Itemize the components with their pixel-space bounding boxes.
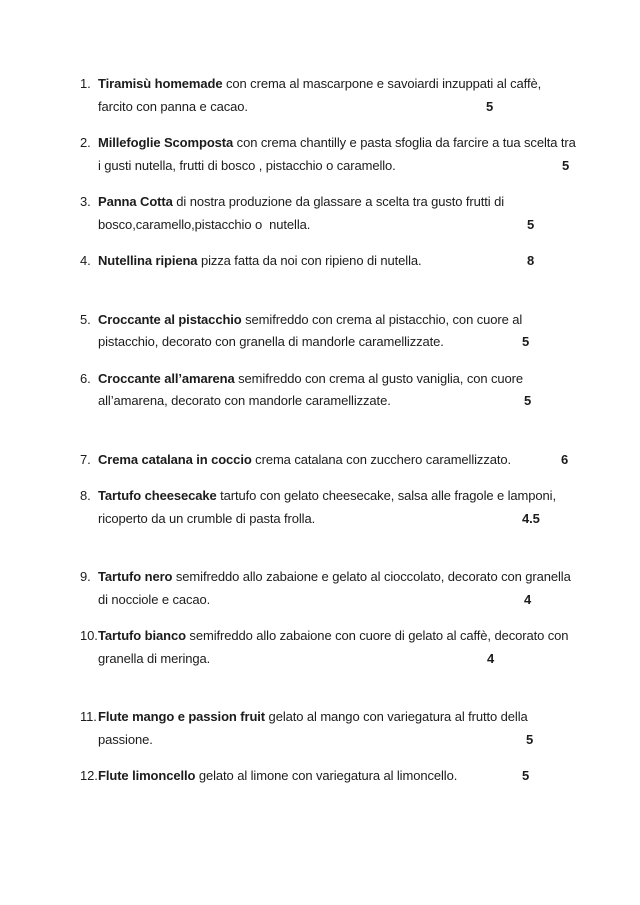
item-name: Tiramisù homemade xyxy=(98,76,223,91)
item-description: di nostra produzione da glassare a scelta tra gusto frutti di bosco,caramello,pistacchio o nutella. xyxy=(98,194,508,232)
item-description: pizza fatta da noi con ripieno di nutella. xyxy=(197,253,422,268)
menu-item xyxy=(80,566,578,611)
item-number: 9. xyxy=(80,569,91,584)
item-name: Nutellina ripiena xyxy=(98,253,198,268)
item-price: 5 xyxy=(518,765,529,788)
item-number: 12. xyxy=(80,768,98,783)
menu-item xyxy=(80,132,578,177)
item-description: gelato al mango con variegatura al frutto della passione. xyxy=(98,709,532,747)
item-number: 10. xyxy=(80,628,98,643)
item-name: Millefoglie Scomposta xyxy=(98,135,234,150)
item-number: 8. xyxy=(80,488,91,503)
item-description: crema catalana con zucchero caramellizzato. xyxy=(251,451,512,467)
item-description: semifreddo allo zabaione e gelato al cioccolato, decorato con granella di nocciole e cacao. xyxy=(98,569,575,607)
item-description: gelato al limone con variegatura al limoncello. xyxy=(195,768,458,783)
item-description: semifreddo allo zabaione con cuore di gelato al caffè, decorato con granella di meringa. xyxy=(98,628,572,666)
item-number: 11. xyxy=(80,709,97,724)
item-name: Flute mango e passion fruit xyxy=(98,709,266,724)
item-price: 5 xyxy=(523,214,534,237)
item-price: 4 xyxy=(520,589,531,612)
menu-item xyxy=(80,73,578,118)
menu-item xyxy=(80,191,578,236)
item-name: Tartufo nero xyxy=(98,569,173,584)
item-name: Tartufo bianco xyxy=(98,628,186,643)
item-price: 8 xyxy=(523,250,534,273)
item-description: tartufo con gelato cheesecake, salsa alle fragole e lamponi, ricoperto da un crumble di pasta frolla. xyxy=(98,488,560,526)
item-description: semifreddo con crema al gusto vaniglia, con cuore all’amarena, decorato con mandorle caramellizzate. xyxy=(98,370,527,408)
menu-item xyxy=(80,765,578,788)
item-number: 4. xyxy=(80,253,91,268)
item-name: Flute limoncello xyxy=(98,768,196,783)
menu-item xyxy=(80,449,578,472)
item-number: 1. xyxy=(80,76,91,91)
item-price: 5 xyxy=(482,96,493,119)
item-name: Panna Cotta xyxy=(98,194,173,209)
item-number: 5. xyxy=(80,311,91,327)
item-number: 6. xyxy=(80,370,91,386)
menu-item xyxy=(80,625,578,670)
item-price: 4 xyxy=(483,648,494,671)
item-price: 5 xyxy=(558,155,569,178)
menu-item xyxy=(80,706,578,751)
item-name: Croccante al pistacchio xyxy=(98,311,242,327)
menu-item xyxy=(80,368,578,413)
item-price: 5 xyxy=(522,729,533,752)
item-price: 6 xyxy=(557,449,568,472)
menu-item xyxy=(80,250,578,273)
item-description: con crema chantilly e pasta sfoglia da farcire a tua scelta tra i gusti nutella, frutti di bosco , pistacchio o caramello. xyxy=(98,135,580,173)
item-number: 3. xyxy=(80,194,91,209)
item-number: 2. xyxy=(80,135,91,150)
menu-item xyxy=(80,309,578,354)
item-price: 4.5 xyxy=(518,508,540,531)
item-number: 7. xyxy=(80,451,91,467)
item-description: con crema al mascarpone e savoiardi inzuppati al caffè, farcito con panna e cacao. xyxy=(98,76,545,114)
item-name: Tartufo cheesecake xyxy=(98,488,217,503)
menu-item xyxy=(80,485,578,530)
item-name: Crema catalana in coccio xyxy=(98,451,252,467)
item-description: semifreddo con crema al pistacchio, con cuore al pistacchio, decorato con granella di mandorle caramellizzate. xyxy=(98,311,526,349)
item-price: 5 xyxy=(518,331,529,354)
item-name: Croccante all’amarena xyxy=(98,370,235,386)
item-price: 5 xyxy=(520,390,531,413)
